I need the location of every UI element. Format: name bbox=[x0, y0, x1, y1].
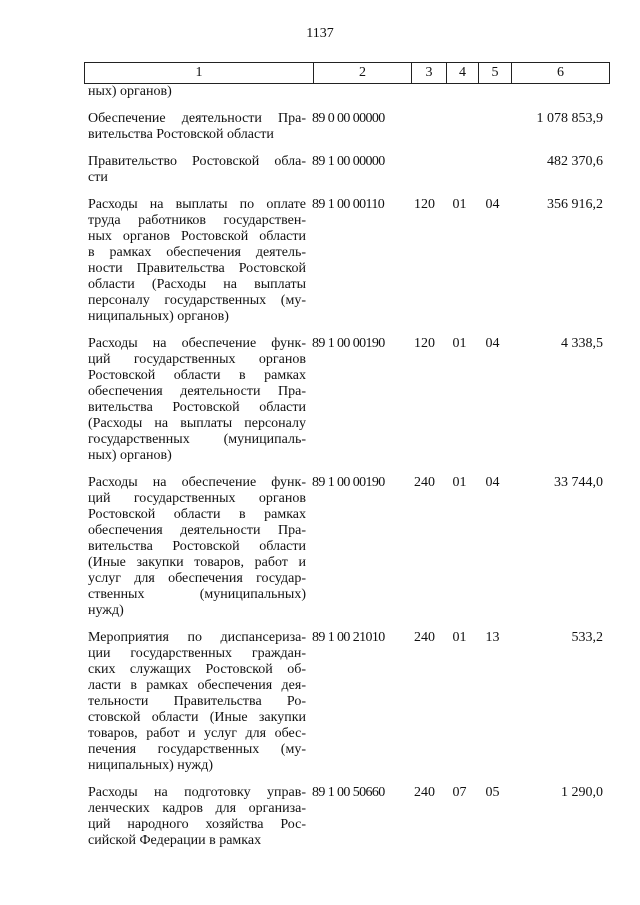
row-name-line: Ростовской области в рамках bbox=[88, 507, 306, 522]
row-name-line: Расходы на подготовку управ- bbox=[88, 785, 306, 800]
header-col-1: 1 bbox=[85, 63, 314, 84]
header-col-4: 4 bbox=[447, 63, 479, 84]
row-name bbox=[84, 785, 306, 849]
row-name-line: печения государственных (му- bbox=[88, 742, 306, 757]
row-name-line: Расходы на обеспечение функ- bbox=[88, 475, 306, 490]
header-col-5: 5 bbox=[479, 63, 512, 84]
table-body bbox=[84, 84, 609, 849]
row-subsection: 04 bbox=[485, 197, 500, 212]
table-header bbox=[84, 62, 610, 84]
table-row bbox=[84, 630, 609, 774]
table-row bbox=[84, 154, 609, 186]
row-name-line: ных) органов) bbox=[88, 448, 172, 463]
table-row bbox=[84, 336, 609, 464]
row-name-line: вительства Ростовской области bbox=[88, 400, 306, 415]
row-amount: 533,2 bbox=[571, 630, 603, 645]
row-name-line: ласти в рамках обеспечения дея- bbox=[88, 678, 306, 693]
row-name-line: ственных (муниципальных) bbox=[88, 587, 306, 602]
row-gap bbox=[84, 186, 609, 197]
row-expense-type: 240 bbox=[414, 475, 435, 490]
table-row bbox=[84, 785, 609, 849]
row-name-line: ций народного хозяйства Рос- bbox=[88, 817, 306, 832]
row-name bbox=[84, 111, 306, 143]
row-name-line: (Иные закупки товаров, работ и bbox=[88, 555, 306, 570]
row-section: 07 bbox=[452, 785, 467, 800]
row-code: 89 1 00 00190 bbox=[312, 336, 385, 351]
row-name-line: нужд) bbox=[88, 603, 124, 618]
row-name-line: персоналу государственных (му- bbox=[88, 293, 306, 308]
row-name-line: услуг для обеспечения государ- bbox=[88, 571, 306, 586]
row-section: 01 bbox=[452, 197, 467, 212]
row-gap bbox=[84, 325, 609, 336]
header-col-3: 3 bbox=[412, 63, 447, 84]
row-amount: 4 338,5 bbox=[561, 336, 603, 351]
row-name-line: (Расходы на выплаты персоналу bbox=[88, 416, 306, 431]
row-code: 89 1 00 21010 bbox=[312, 630, 385, 645]
row-expense-type: 240 bbox=[414, 785, 435, 800]
row-name-line: области (Расходы на выплаты bbox=[88, 277, 306, 292]
row-name bbox=[84, 154, 306, 186]
row-name-line: Мероприятия по диспансеризa- bbox=[88, 630, 306, 645]
row-expense-type: 120 bbox=[414, 336, 435, 351]
row-name-line: ниципальных) органов) bbox=[88, 309, 229, 324]
row-code: 89 0 00 00000 bbox=[312, 111, 385, 126]
row-name-line: вительства Ростовской области bbox=[88, 127, 274, 142]
row-expense-type: 240 bbox=[414, 630, 435, 645]
row-section: 01 bbox=[452, 336, 467, 351]
row-name-line: труда работников государствен- bbox=[88, 213, 306, 228]
row-name-line: ниципальных) нужд) bbox=[88, 758, 213, 773]
row-name-line: тельности Правительства Ро- bbox=[88, 694, 306, 709]
row-expense-type: 120 bbox=[414, 197, 435, 212]
row-name bbox=[84, 197, 306, 325]
row-name-line: стовской области (Иные закупки bbox=[88, 710, 306, 725]
row-amount: 482 370,6 bbox=[547, 154, 603, 169]
row-subsection: 05 bbox=[485, 785, 500, 800]
row-name-line: Обеспечение деятельности Пра- bbox=[88, 111, 306, 126]
table-row bbox=[84, 197, 609, 325]
table-row bbox=[84, 475, 609, 619]
row-section: 01 bbox=[452, 475, 467, 490]
row-name-line: обеспечения деятельности Пра- bbox=[88, 523, 306, 538]
row-subsection: 04 bbox=[485, 475, 500, 490]
table-row bbox=[84, 111, 609, 143]
row-subsection: 13 bbox=[485, 630, 500, 645]
row-name-line: вительства Ростовской области bbox=[88, 539, 306, 554]
row-gap bbox=[84, 100, 609, 111]
continuation-row bbox=[84, 84, 609, 100]
row-name-line: Правительство Ростовской обла- bbox=[88, 154, 306, 169]
row-name-line: ности Правительства Ростовской bbox=[88, 261, 306, 276]
row-amount: 1 290,0 bbox=[561, 785, 603, 800]
row-amount: 356 916,2 bbox=[547, 197, 603, 212]
row-code: 89 1 00 00110 bbox=[312, 197, 385, 212]
row-name bbox=[84, 336, 306, 464]
row-code: 89 1 00 50660 bbox=[312, 785, 385, 800]
row-subsection: 04 bbox=[485, 336, 500, 351]
row-gap bbox=[84, 774, 609, 785]
row-name-line: ции государственных граждан- bbox=[88, 646, 306, 661]
row-gap bbox=[84, 619, 609, 630]
row-amount: 1 078 853,9 bbox=[536, 111, 603, 126]
continuation-text: ных) органов) bbox=[88, 84, 172, 99]
header-col-2: 2 bbox=[314, 63, 412, 84]
row-section: 01 bbox=[452, 630, 467, 645]
row-name-line: ций государственных органов bbox=[88, 352, 306, 367]
page-number: 1137 bbox=[306, 26, 334, 41]
row-name-line: государственных (муниципаль- bbox=[88, 432, 306, 447]
row-name-line: сийской Федерации в рамках bbox=[88, 833, 262, 848]
header-col-6: 6 bbox=[512, 63, 610, 84]
row-name bbox=[84, 475, 306, 619]
row-gap bbox=[84, 464, 609, 475]
row-name-line: Ростовской области в рамках bbox=[88, 368, 306, 383]
row-name-line: ных органов Ростовской области bbox=[88, 229, 306, 244]
row-amount: 33 744,0 bbox=[554, 475, 603, 490]
row-name bbox=[84, 630, 306, 774]
row-name-line: обеспечения деятельности Пра- bbox=[88, 384, 306, 399]
row-name-line: ских служащих Ростовской об- bbox=[88, 662, 306, 677]
row-name-line: сти bbox=[88, 170, 108, 185]
row-name-line: в рамках обеспечения деятель- bbox=[88, 245, 306, 260]
row-name-line: ций государственных органов bbox=[88, 491, 306, 506]
row-name-line: товаров, работ и услуг для обес- bbox=[88, 726, 306, 741]
row-code: 89 1 00 00000 bbox=[312, 154, 385, 169]
row-name-line: Расходы на выплаты по оплате bbox=[88, 197, 306, 212]
row-name-line: Расходы на обеспечение функ- bbox=[88, 336, 306, 351]
row-gap bbox=[84, 143, 609, 154]
row-code: 89 1 00 00190 bbox=[312, 475, 385, 490]
row-name-line: ленческих кадров для организа- bbox=[88, 801, 306, 816]
